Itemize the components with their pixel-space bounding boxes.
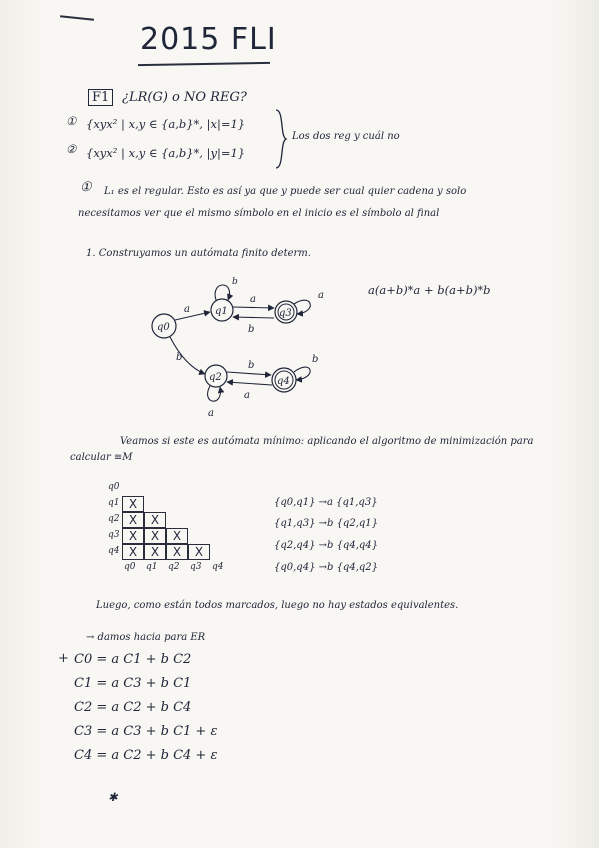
table-cell: X (144, 528, 166, 544)
loop-q4-label: b (312, 354, 319, 365)
edge-q4-q2 (227, 382, 272, 385)
question-item-1-text: {xyx² | x,y ∈ {a,b}*, |x|=1} (86, 117, 246, 131)
minimization-line-1: Veamos si este es autómata mínimo: aplicando el algoritmo de minimización para (120, 436, 534, 447)
minimization-table (110, 478, 280, 596)
equation-0: C0 = a C1 + b C2 (74, 652, 192, 667)
minimization-line-2: calcular ≡M (70, 452, 133, 463)
equation-1: C1 = a C3 + b C1 (74, 676, 192, 691)
table-cell: X (122, 496, 144, 512)
table-row-label: q1 (108, 498, 120, 508)
equations-intro: → damos hacia para ER (86, 632, 206, 643)
table-row-label: q3 (108, 530, 120, 540)
state-q4 (272, 368, 296, 392)
table-col-label: q0 (124, 562, 136, 572)
state-q0-label: q0 (157, 322, 170, 333)
edge-q0-q2-label: b (176, 352, 183, 363)
table-col-label: q2 (168, 562, 180, 572)
title-underline (138, 62, 270, 66)
question-item-2-text: {xyx² | x,y ∈ {a,b}*, |y|=1} (86, 146, 246, 160)
table-cell: X (166, 544, 188, 560)
pair-4: {q0,q4} →b {q4,q2} (274, 562, 378, 573)
table-row-label: q4 (108, 546, 120, 556)
table-col-label: q1 (146, 562, 158, 572)
equation-marker: + (58, 651, 69, 666)
state-q2 (205, 365, 227, 387)
state-q3-label: q3 (279, 308, 292, 319)
edge-q2-q4 (227, 372, 271, 375)
edge-q4-q2-label: a (244, 390, 250, 401)
edge-q3-q1-label: b (248, 324, 255, 335)
table-row-label: q0 (108, 482, 120, 492)
loop-q2-label: a (208, 408, 214, 419)
answer-1-line-2: necesitamos ver que el mismo símbolo en el inicio es el símbolo al final (78, 208, 440, 219)
table-cell: X (122, 512, 144, 528)
table-col-label: q4 (212, 562, 224, 572)
minimization-conclusion: Luego, como están todos marcados, luego no hay estados equivalentes. (96, 600, 459, 611)
table-cell: X (122, 528, 144, 544)
answer-1-line-1: L₁ es el regular. Esto es así ya que y puede ser cual quier cadena y solo (104, 186, 467, 197)
question-item-1-num: ① (66, 114, 77, 128)
loop-q3-label: a (318, 290, 324, 301)
table-row-label: q2 (108, 514, 120, 524)
table-cell: X (144, 544, 166, 560)
table-cell: X (188, 544, 210, 560)
loop-q1 (215, 285, 229, 300)
brace-note: Los dos reg y cuál no (292, 131, 400, 142)
pair-2: {q1,q3} →b {q2,q1} (274, 518, 378, 529)
state-q4-label: q4 (277, 376, 290, 387)
pair-1: {q0,q1} →a {q1,q3} (274, 497, 378, 508)
pair-3: {q2,q4} →b {q4,q4} (274, 540, 378, 551)
step-1-heading: 1. Construyamos un autómata finito determ. (86, 248, 311, 259)
question-prompt: ¿LR(G) o NO REG? (122, 90, 247, 105)
table-cell: X (166, 528, 188, 544)
loop-q2 (208, 386, 221, 401)
state-q2-label: q2 (209, 372, 222, 383)
edge-q1-q3-label: a (250, 294, 256, 305)
edge-q1-q3 (233, 307, 274, 308)
equation-2: C2 = a C2 + b C4 (74, 700, 192, 715)
state-q1-label: q1 (215, 306, 228, 317)
state-q1 (211, 299, 233, 321)
stray-mark: ✱ (108, 790, 118, 804)
corner-pen-mark (60, 15, 94, 21)
loop-q1-label: b (232, 277, 238, 287)
table-cell: X (122, 544, 144, 560)
automaton-diagram (140, 262, 340, 422)
question-label: F1 (88, 90, 113, 105)
answer-1-num: ① (80, 180, 92, 195)
table-col-label: q3 (190, 562, 202, 572)
edge-q0-q1-label: a (184, 304, 190, 315)
regex: a(a+b)*a + b(a+b)*b (368, 283, 491, 297)
state-q3 (275, 301, 297, 323)
table-cell: X (144, 512, 166, 528)
curly-brace (270, 108, 292, 170)
equation-4: C4 = a C2 + b C4 + ε (74, 748, 218, 763)
page-title: 2015 FLI (140, 22, 277, 57)
state-q0 (152, 314, 176, 338)
equation-3: C3 = a C3 + b C1 + ε (74, 724, 218, 739)
edge-q0-q1 (175, 312, 210, 320)
edge-q2-q4-label: b (248, 360, 255, 371)
question-item-2-num: ② (66, 142, 77, 156)
edge-q3-q1 (233, 317, 274, 318)
